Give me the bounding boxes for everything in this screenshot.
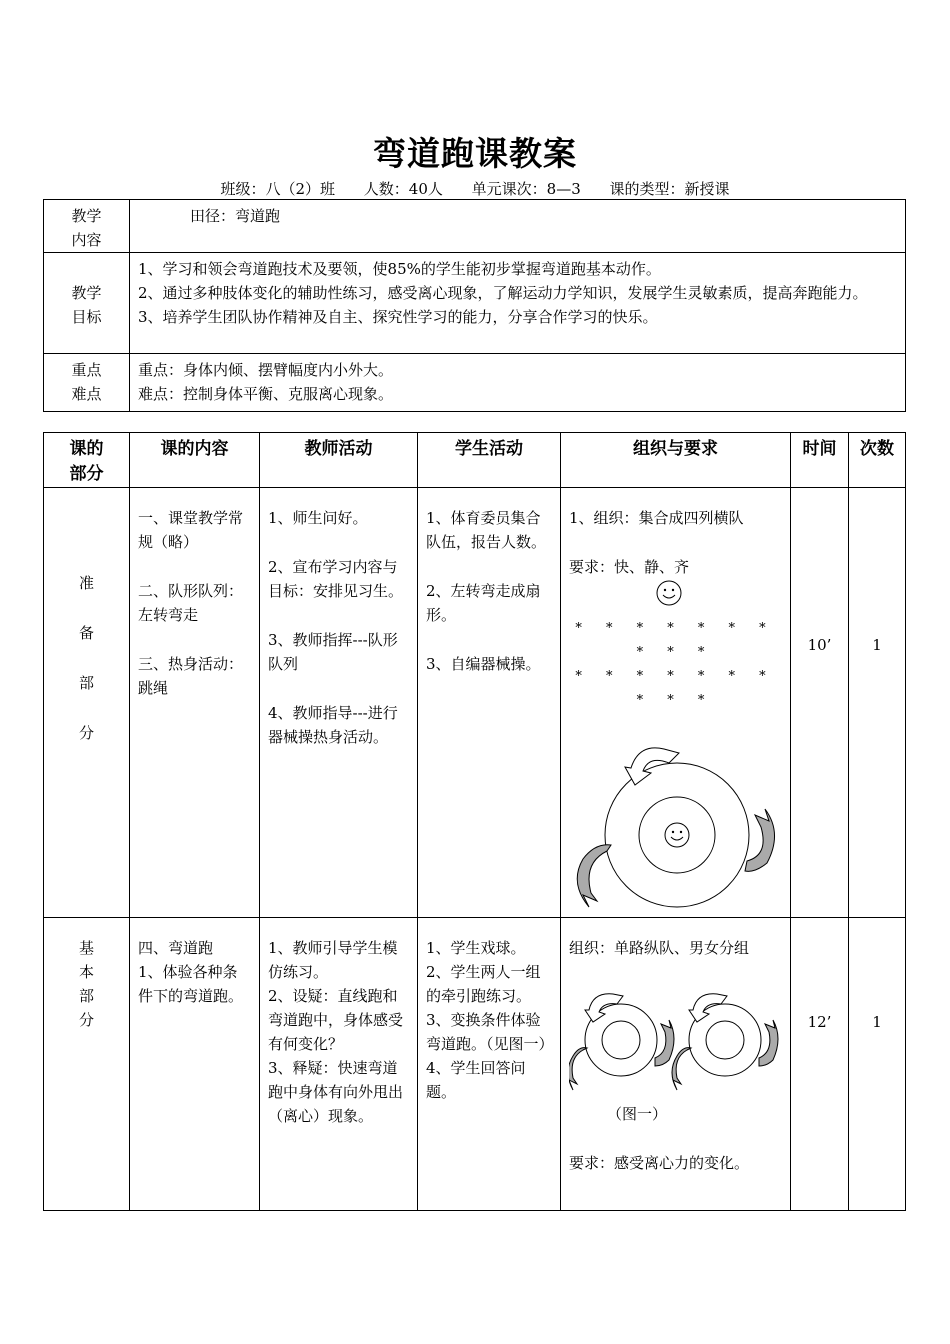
curved-arrow-icon — [745, 809, 775, 871]
prep-student-item: 1、体育委员集合队伍，报告人数。 — [426, 509, 547, 551]
content-value: 田径：弯道跑 — [130, 200, 906, 253]
basic-teacher — [260, 918, 418, 1211]
prep-row — [44, 488, 906, 918]
meta-line — [0, 178, 950, 199]
basic-part-char: 分 — [78, 1011, 94, 1029]
header-part — [44, 433, 130, 488]
prep-student-item: 3、自编器械操。 — [426, 655, 541, 673]
curved-arrow-icon — [759, 1020, 778, 1066]
figure-caption: （图一） — [607, 1105, 668, 1123]
basic-teacher-item: 2、设疑：直线跑和弯道跑中，身体感受有何变化？ — [268, 987, 404, 1053]
basic-content — [130, 918, 260, 1211]
prep-teacher-item: 4、教师指导---进行器械操热身活动。 — [268, 704, 398, 746]
goal-label-text: 教学目标 — [71, 284, 102, 326]
lesson-table — [43, 432, 906, 1211]
page-title: 弯道跑课教案 — [373, 134, 577, 173]
info-table — [43, 199, 906, 412]
header-org: 组织与要求 — [561, 433, 791, 488]
circle-formation-diagram — [569, 723, 783, 913]
key-point: 重点：身体内倾、摆臂幅度内小外大。 — [138, 361, 394, 379]
prep-content-item: 三、热身活动：跳绳 — [138, 655, 244, 697]
basic-part-char: 本 — [78, 963, 94, 981]
meta-count: 人数：40人 — [363, 180, 443, 198]
basic-teacher-item: 1、教师引导学生模仿练习。 — [268, 939, 398, 981]
content-label-text: 教学内容 — [71, 207, 102, 249]
basic-student — [418, 918, 561, 1211]
formation-row-1: * * * * * * * * * * — [575, 621, 776, 660]
prep-org — [561, 488, 791, 918]
prep-teacher-item: 3、教师指挥---队形队列 — [268, 631, 398, 673]
prep-req-text: 要求：快、静、齐 — [569, 558, 690, 576]
prep-teacher-item: 2、宣布学习内容与目标：安排见习生。 — [268, 558, 404, 600]
header-student: 学生活动 — [418, 433, 561, 488]
header-teacher: 教师活动 — [260, 433, 418, 488]
basic-count: 1 — [849, 918, 906, 1211]
prep-teacher — [260, 488, 418, 918]
basic-part — [44, 918, 130, 1211]
header-content: 课的内容 — [130, 433, 260, 488]
basic-content-item: 1、体验各种条件下的弯道跑。 — [138, 963, 244, 1005]
basic-student-item: 1、学生戏球。 — [426, 939, 526, 957]
goal-list — [130, 253, 906, 354]
curved-arrow-icon — [655, 1020, 674, 1066]
prep-part-char: 部 — [78, 674, 94, 692]
basic-content-item: 四、弯道跑 — [138, 939, 214, 957]
goal-item: 2、通过多种肢体变化的辅助性练习，感受离心现象，了解运动力学知识，发展学生灵敏素质，提高奔跑能力。 — [138, 284, 868, 302]
meta-unit: 单元课次：8—3 — [471, 180, 581, 198]
prep-student-item: 2、左转弯走成扇形。 — [426, 582, 541, 624]
goal-item: 3、培养学生团队协作精神及自主、探究性学习的能力，分享合作学习的快乐。 — [138, 308, 658, 326]
key-label-text: 重点难点 — [71, 361, 102, 403]
key-points — [130, 354, 906, 412]
prep-student — [418, 488, 561, 918]
basic-student-item: 3、变换条件体验弯道跑。（见图一） — [426, 1011, 554, 1053]
basic-part-char: 基 — [78, 939, 94, 957]
header-part-text: 课的部分 — [69, 439, 104, 484]
basic-org-text: 组织：单路纵队、男女分组 — [569, 939, 750, 957]
basic-row — [44, 918, 906, 1211]
basic-part-char: 部 — [78, 987, 94, 1005]
formation-row-2: * * * * * * * * * * — [575, 669, 776, 708]
prep-part-char: 备 — [78, 624, 94, 642]
goal-item: 1、学习和领会弯道跑技术及要领，使85%的学生能初步掌握弯道跑基本动作。 — [138, 260, 661, 278]
smiley-icon — [569, 579, 783, 609]
basic-student-item: 2、学生两人一组的牵引跑练习。 — [426, 963, 541, 1005]
key-label — [44, 354, 130, 412]
prep-part-char: 分 — [78, 724, 94, 742]
prep-count: 1 — [849, 488, 906, 918]
meta-type: 课的类型：新授课 — [609, 180, 730, 198]
basic-teacher-item: 3、释疑：快速弯道跑中身体有向外甩出（离心）现象。 — [268, 1059, 404, 1125]
basic-time: 12’ — [791, 918, 849, 1211]
meta-class: 班级：八（2）班 — [220, 180, 335, 198]
prep-time: 10’ — [791, 488, 849, 918]
prep-teacher-item: 1、师生问好。 — [268, 509, 368, 527]
curved-arrow-icon — [569, 1048, 587, 1090]
prep-content-item: 二、队形队列：左转弯走 — [138, 582, 244, 624]
goal-label — [44, 253, 130, 354]
curved-arrow-icon — [577, 845, 611, 907]
prep-org-text: 1、组织：集合成四列横队 — [569, 509, 744, 527]
basic-student-item: 4、学生回答问题。 — [426, 1059, 526, 1101]
prep-part — [44, 488, 130, 918]
basic-org — [561, 918, 791, 1211]
basic-req-text: 要求：感受离心力的变化。 — [569, 1154, 750, 1172]
prep-content-item: 一、课堂教学常规（略） — [138, 509, 244, 551]
prep-part-char: 准 — [78, 574, 94, 592]
dual-circle-diagram — [569, 974, 783, 1102]
header-time: 时间 — [791, 433, 849, 488]
prep-content — [130, 488, 260, 918]
curved-arrow-icon — [672, 1048, 691, 1090]
header-count: 次数 — [849, 433, 906, 488]
content-label — [44, 200, 130, 253]
difficulty-point: 难点：控制身体平衡、克服离心现象。 — [138, 385, 394, 403]
